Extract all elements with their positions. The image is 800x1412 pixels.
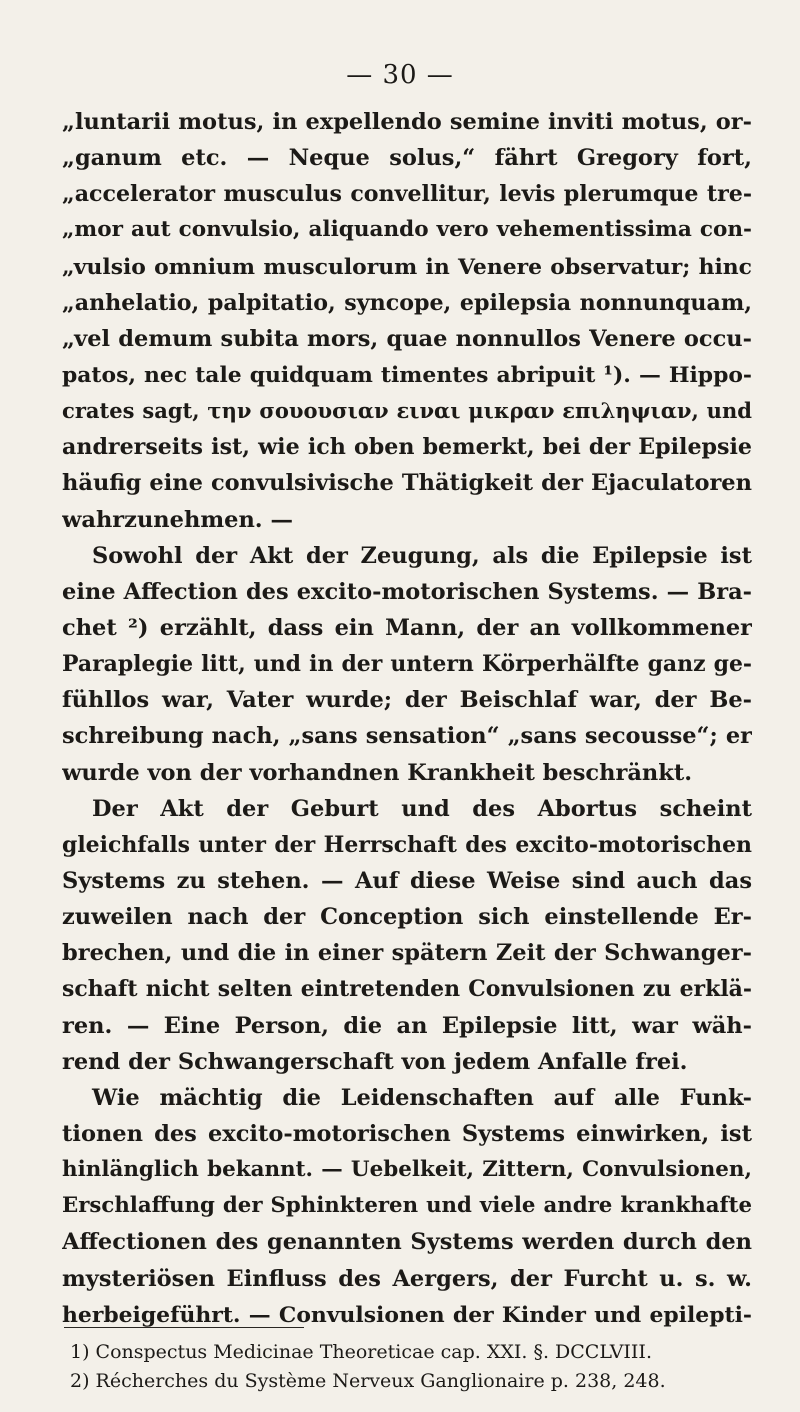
text-line: Affectionen des genannten Systems werden durch den: [62, 1229, 752, 1256]
text-line: patos, nec tale quidquam timentes abripuit ¹). — Hippo-: [62, 361, 752, 388]
page-number: — 30 —: [346, 60, 454, 90]
text-line: „luntarii motus, in expellendo semine inviti motus, or-: [62, 109, 752, 135]
text-line: Erschlaffung der Sphinkteren und viele andre krankhafte: [62, 1193, 752, 1219]
text-line: rend der Schwangerschaft von jedem Anfalle frei.: [62, 1048, 688, 1075]
text-line: fühllos war, Vater wurde; der Beischlaf war, der Be-: [62, 687, 752, 714]
text-line: „anhelatio, palpitatio, syncope, epilepsia nonnunquam,: [62, 289, 752, 316]
text-line: Paraplegie litt, und in der untern Körperhälfte ganz ge-: [62, 651, 752, 678]
text-line: „accelerator musculus convellitur, levis plerumque tre-: [62, 181, 752, 208]
footnotes: [70, 1338, 750, 1396]
text-line: zuweilen nach der Conception sich einstellende Er-: [62, 904, 752, 931]
text-line: „vulsio omnium musculorum in Venere observatur; hinc: [62, 253, 752, 280]
text-line: gleichfalls unter der Herrschaft des excito-motorischen: [62, 831, 752, 858]
text-line: crates sagt, την σουουσιαν ειναι μικραν επιληψιαν, und: [62, 398, 752, 424]
text-line: Systems zu stehen. — Auf diese Weise sind auch das: [62, 867, 752, 894]
footnote: 2) Récherches du Système Nerveux Ganglionaire p. 238, 248.: [70, 1370, 666, 1392]
text-line: Wie mächtig die Leidenschaften auf alle Funk-: [92, 1084, 752, 1111]
text-line: wahrzunehmen. —: [62, 506, 293, 533]
text-line: schaft nicht selten eintretenden Convulsionen zu erklä-: [62, 976, 752, 1003]
text-line: hinlänglich bekannt. — Uebelkeit, Zittern, Convulsionen,: [62, 1157, 752, 1183]
text-line: „ganum etc. — Neque solus,“ fährt Gregory fort,: [62, 145, 752, 172]
body-text: [62, 104, 752, 1333]
text-line: eine Affection des excito-motorischen Systems. — Bra-: [62, 578, 752, 605]
text-line: wurde von der vorhandnen Krankheit beschränkt.: [62, 759, 693, 786]
text-line: herbeigeführt. — Convulsionen der Kinder und epilepti-: [62, 1301, 752, 1328]
text-line: Der Akt der Geburt und des Abortus scheint: [92, 795, 752, 822]
text-line: tionen des excito-motorischen Systems einwirken, ist: [62, 1120, 752, 1147]
text-line: andrerseits ist, wie ich oben bemerkt, bei der Epilepsie: [62, 434, 752, 461]
footnote-divider: [64, 1327, 304, 1328]
text-line: „mor aut convulsio, aliquando vero vehementissima con-: [62, 217, 752, 243]
text-line: mysteriösen Einfluss des Aergers, der Furcht u. s. w.: [62, 1265, 752, 1292]
text-line: schreibung nach, „sans sensation“ „sans secousse“; er: [62, 723, 752, 750]
text-line: brechen, und die in einer spätern Zeit der Schwanger-: [62, 940, 752, 967]
text-line: „vel demum subita mors, quae nonnullos Venere occu-: [62, 325, 752, 352]
text-line: häufig eine convulsivische Thätigkeit der Ejaculatoren: [62, 470, 752, 497]
text-line: chet ²) erzählt, dass ein Mann, der an vollkommener: [62, 614, 752, 641]
footnote: 1) Conspectus Medicinae Theoreticae cap. XXI. §. DCCLVIII.: [70, 1341, 652, 1363]
text-line: Sowohl der Akt der Zeugung, als die Epilepsie ist: [92, 542, 752, 569]
text-line: ren. — Eine Person, die an Epilepsie litt, war wäh-: [62, 1012, 752, 1039]
